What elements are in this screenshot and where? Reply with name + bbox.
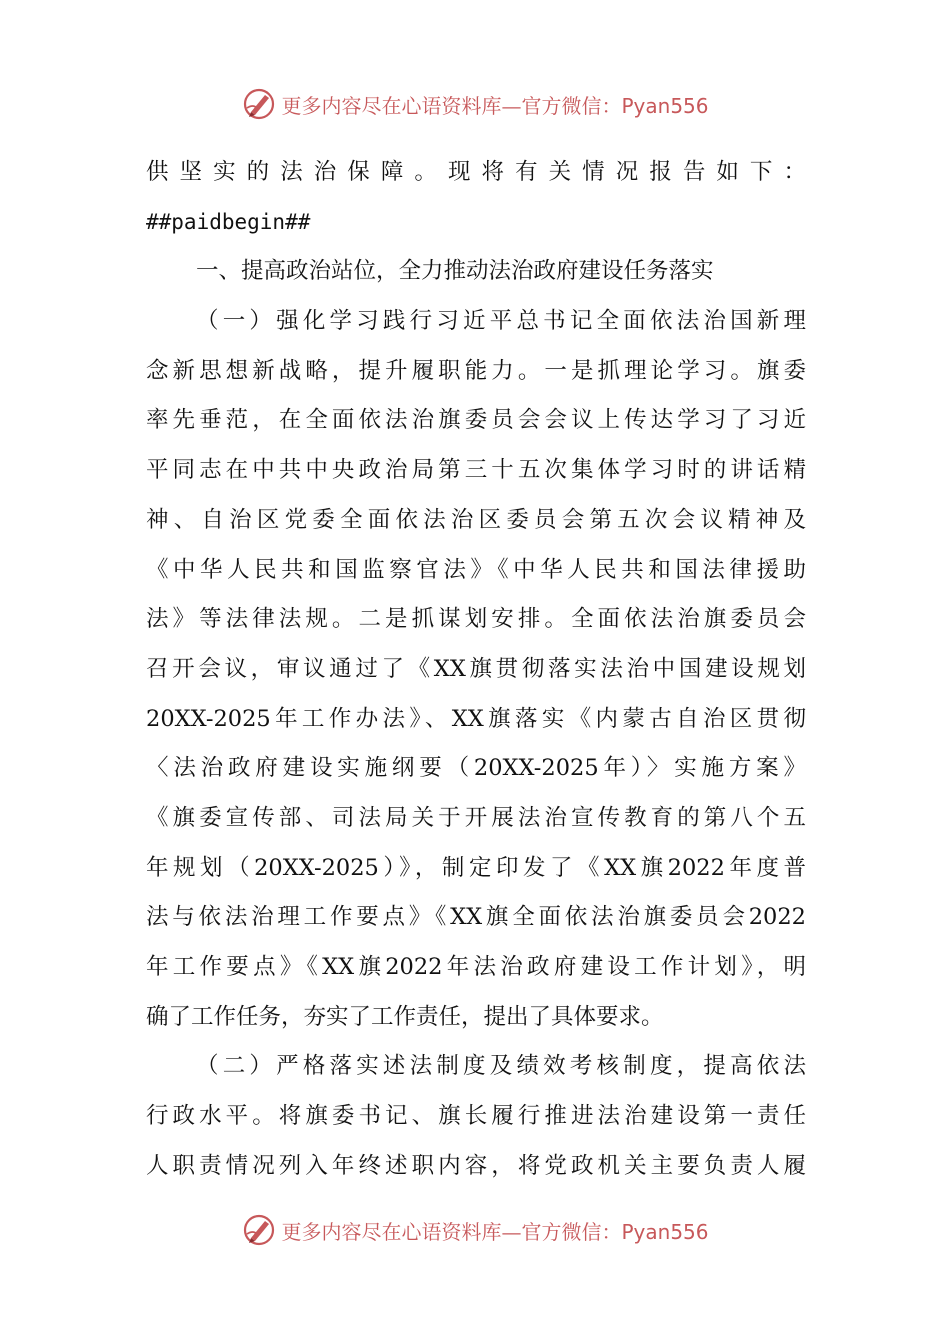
text-line: （二）严格落实述法制度及绩效考核制度，提高依法 <box>196 1053 806 1080</box>
text-line: 《中华人民共和国监察官法》《中华人民共和国法律援助 <box>146 556 806 583</box>
text-line: 人职责情况列入年终述职内容，将党政机关主要负责人履 <box>146 1152 806 1179</box>
text-line: 率先垂范，在全面依法治旗委员会会议上传达学习了习近 <box>146 407 806 434</box>
watermark-text: 更多内容尽在心语资料库—官方微信：Pyan556 <box>281 1219 709 1244</box>
text-line: 召开会议，审议通过了《XX旗贯彻落实法治中国建设规划 <box>146 655 806 682</box>
text-line: 法与依法治理工作要点》《XX旗全面依法治旗委员会2022 <box>146 904 806 931</box>
footer-watermark <box>0 1208 950 1252</box>
text-line: 念新思想新战略，提升履职能力。一是抓理论学习。旗委 <box>146 357 806 384</box>
text-line: 法》等法律法规。二是抓谋划安排。全面依法治旗委员会 <box>146 606 806 633</box>
header-watermark <box>0 82 950 126</box>
pen-logo-icon <box>241 86 277 122</box>
text-line: 行政水平。将旗委书记、旗长履行推进法治建设第一责任 <box>146 1103 806 1130</box>
text-line: 神、自治区党委全面依法治区委员会第五次会议精神及 <box>146 506 806 533</box>
text-line: 20XX-2025年工作办法》、XX旗落实《内蒙古自治区贯彻 <box>146 705 806 732</box>
text-line: （一）强化学习践行习近平总书记全面依法治国新理 <box>196 308 806 335</box>
text-line: 一、提高政治站位，全力推动法治政府建设任务落实 <box>196 258 714 285</box>
text-line: 年工作要点》《XX旗2022年法治政府建设工作计划》，明 <box>146 954 806 980</box>
text-line: 〈法治政府建设实施纲要（20XX-2025年）〉实施方案》 <box>146 755 806 782</box>
text-line: 确了工作任务，夯实了工作责任，提出了具体要求。 <box>146 1003 664 1030</box>
text-line: 《旗委宣传部、司法局关于开展法治宣传教育的第八个五 <box>146 804 806 831</box>
text-line: 供坚实的法治保障。现将有关情况报告如下： <box>146 159 806 185</box>
text-line: 平同志在中共中央政治局第三十五次集体学习时的讲话精 <box>146 457 806 484</box>
pen-logo-icon <box>241 1212 277 1248</box>
text-line: ##paidbegin## <box>146 209 311 234</box>
text-line: 年规划（20XX-2025）》，制定印发了《XX旗2022年度普 <box>146 854 806 881</box>
watermark-text: 更多内容尽在心语资料库—官方微信：Pyan556 <box>281 93 709 118</box>
document-body <box>146 148 806 1191</box>
